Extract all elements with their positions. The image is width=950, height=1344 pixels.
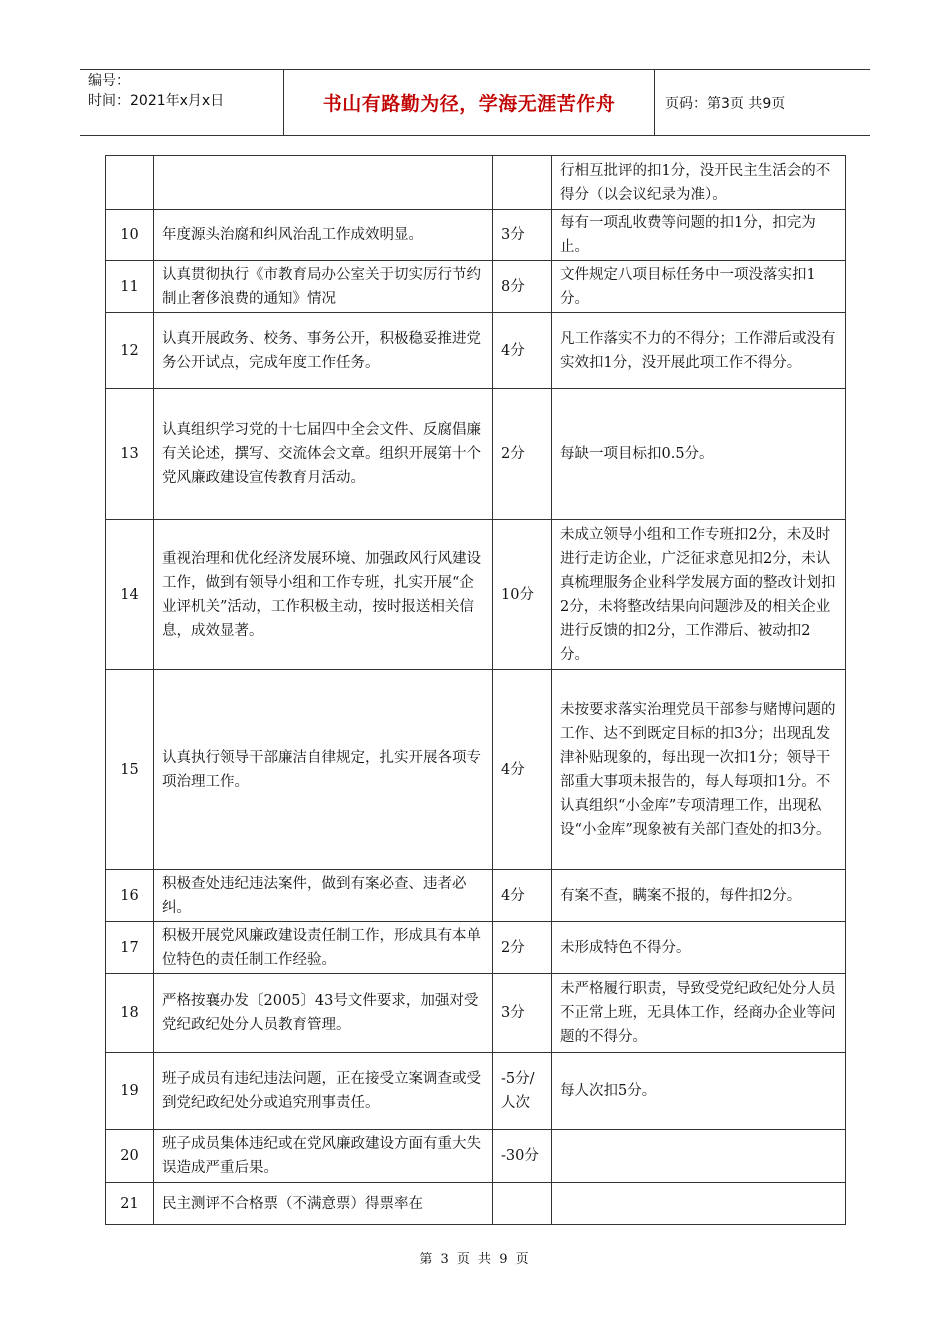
table-row xyxy=(106,389,846,520)
row-item: 认真开展政务、校务、事务公开，积极稳妥推进党务公开试点，完成年度工作任务。 xyxy=(154,313,493,389)
page-header xyxy=(80,69,870,136)
row-item: 民主测评不合格票（不满意票）得票率在 xyxy=(154,1183,493,1225)
row-rule: 未严格履行职责，导致受党纪政纪处分人员不正常上班，无具体工作，经商办企业等问题的不得分。 xyxy=(552,974,846,1053)
row-score xyxy=(493,156,552,210)
row-number: 21 xyxy=(106,1183,154,1225)
row-item: 认真贯彻执行《市教育局办公室关于切实厉行节约制止奢侈浪费的通知》情况 xyxy=(154,261,493,313)
row-number: 11 xyxy=(106,261,154,313)
table-row xyxy=(106,261,846,313)
document-date-label: 时间：2021年x月x日 xyxy=(88,93,225,109)
table-row xyxy=(106,922,846,974)
row-rule: 每有一项乱收费等问题的扣1分，扣完为止。 xyxy=(552,210,846,261)
row-rule: 行相互批评的扣1分，没开民主生活会的不得分（以会议纪录为准）。 xyxy=(552,156,846,210)
row-rule: 凡工作落实不力的不得分；工作滞后或没有实效扣1分，没开展此项工作不得分。 xyxy=(552,313,846,389)
row-score: 3分 xyxy=(493,974,552,1053)
document-number-label: 编号： xyxy=(88,73,130,89)
row-item: 班子成员集体违纪或在党风廉政建设方面有重大失误造成严重后果。 xyxy=(154,1130,493,1183)
table-row xyxy=(106,520,846,670)
row-number: 19 xyxy=(106,1053,154,1130)
row-rule: 文件规定八项目标任务中一项没落实扣1分。 xyxy=(552,261,846,313)
row-rule xyxy=(552,1130,846,1183)
row-item: 年度源头治腐和纠风治乱工作成效明显。 xyxy=(154,210,493,261)
row-number: 20 xyxy=(106,1130,154,1183)
row-score: 3分 xyxy=(493,210,552,261)
row-number xyxy=(106,156,154,210)
row-rule: 每缺一项目标扣0.5分。 xyxy=(552,389,846,520)
row-number: 18 xyxy=(106,974,154,1053)
row-score: -5分/人次 xyxy=(493,1053,552,1130)
row-rule: 每人次扣5分。 xyxy=(552,1053,846,1130)
row-number: 12 xyxy=(106,313,154,389)
row-rule: 未成立领导小组和工作专班扣2分，未及时进行走访企业，广泛征求意见扣2分，未认真梳理服务企业科学发展方面的整改计划扣2分，未将整改结果向问题涉及的相关企业进行反馈的扣2分，工作滞后、被动扣2分。 xyxy=(552,520,846,670)
row-rule: 有案不查，瞒案不报的，每件扣2分。 xyxy=(552,870,846,922)
row-number: 14 xyxy=(106,520,154,670)
row-score: 10分 xyxy=(493,520,552,670)
header-motto: 书山有路勤为径，学海无涯苦作舟 xyxy=(283,70,655,135)
row-item: 积极查处违纪违法案件，做到有案必查、违者必纠。 xyxy=(154,870,493,922)
table-row xyxy=(106,210,846,261)
row-number: 16 xyxy=(106,870,154,922)
row-number: 13 xyxy=(106,389,154,520)
row-score: 8分 xyxy=(493,261,552,313)
row-rule: 未形成特色不得分。 xyxy=(552,922,846,974)
row-item xyxy=(154,156,493,210)
row-score: 4分 xyxy=(493,670,552,870)
row-rule xyxy=(552,1183,846,1225)
row-item: 认真组织学习党的十七届四中全会文件、反腐倡廉有关论述，撰写、交流体会文章。组织开展第十个党风廉政建设宣传教育月活动。 xyxy=(154,389,493,520)
row-score: 4分 xyxy=(493,870,552,922)
table-row xyxy=(106,1130,846,1183)
header-page-label: 页码：第3页 共9页 xyxy=(665,95,786,112)
row-score: 2分 xyxy=(493,389,552,520)
row-score: 2分 xyxy=(493,922,552,974)
row-score: 4分 xyxy=(493,313,552,389)
row-number: 10 xyxy=(106,210,154,261)
table-row xyxy=(106,1053,846,1130)
page-footer: 第 3 页 共 9 页 xyxy=(419,1252,531,1267)
table-row xyxy=(106,870,846,922)
row-rule: 未按要求落实治理党员干部参与赌博问题的工作、达不到既定目标的扣3分；出现乱发津补贴现象的，每出现一次扣1分；领导干部重大事项未报告的，每人每项扣1分。不认真组织“小金库”专项清理工作，出现私设“小金库”现象被有关部门查处的扣3分。 xyxy=(552,670,846,870)
row-score: -30分 xyxy=(493,1130,552,1183)
header-meta xyxy=(80,70,283,135)
table-row xyxy=(106,670,846,870)
table-row xyxy=(106,1183,846,1225)
table-row xyxy=(106,313,846,389)
row-item: 积极开展党风廉政建设责任制工作，形成具有本单位特色的责任制工作经验。 xyxy=(154,922,493,974)
row-number: 15 xyxy=(106,670,154,870)
table-row xyxy=(106,974,846,1053)
row-score xyxy=(493,1183,552,1225)
row-item: 认真执行领导干部廉洁自律规定，扎实开展各项专项治理工作。 xyxy=(154,670,493,870)
row-item: 重视治理和优化经济发展环境、加强政风行风建设工作，做到有领导小组和工作专班，扎实开展“企业评机关”活动，工作积极主动，按时报送相关信息，成效显著。 xyxy=(154,520,493,670)
table-row xyxy=(106,156,846,210)
assessment-table xyxy=(105,155,846,1225)
row-number: 17 xyxy=(106,922,154,974)
row-item: 严格按襄办发〔2005〕43号文件要求，加强对受党纪政纪处分人员教育管理。 xyxy=(154,974,493,1053)
row-item: 班子成员有违纪违法问题，正在接受立案调查或受到党纪政纪处分或追究刑事责任。 xyxy=(154,1053,493,1130)
